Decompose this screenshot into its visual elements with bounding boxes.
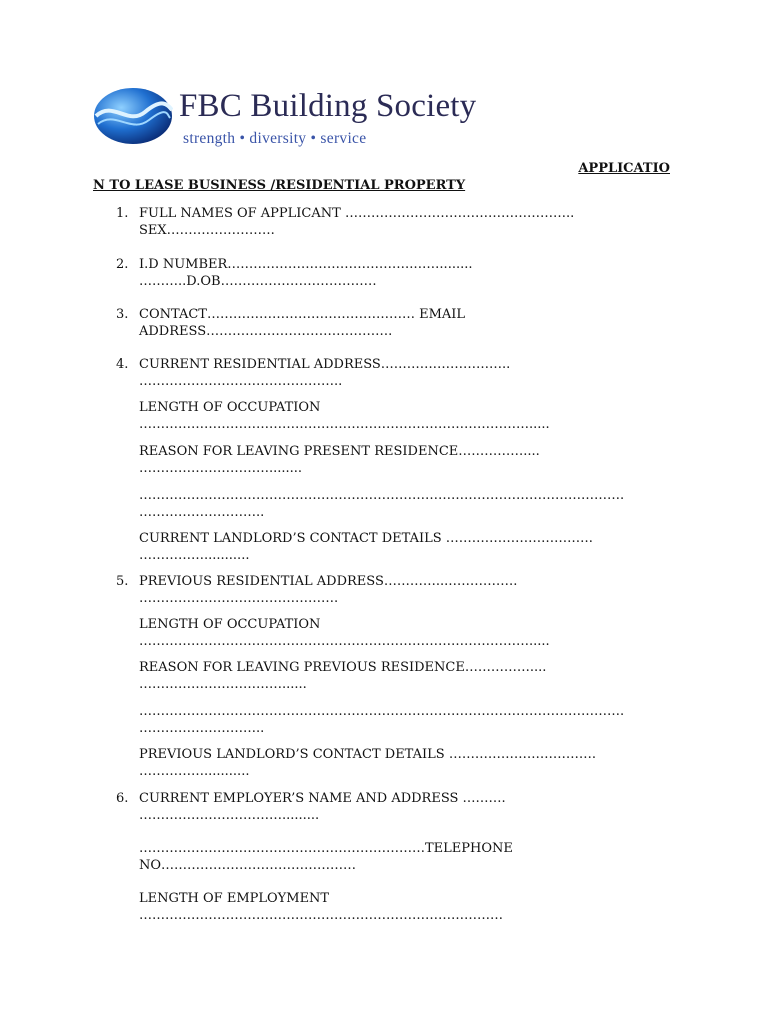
form-field-line: ……………........... — [139, 764, 250, 779]
logo-tagline: strength • diversity • service — [183, 130, 367, 147]
logo-name: FBC Building Society — [179, 88, 477, 124]
form-field-line: ………..D.OB……………………………… — [139, 274, 377, 289]
form-field-line: ……………………………………….. — [139, 374, 343, 389]
form-field-line: ……………………….. — [139, 721, 265, 736]
form-field-line: SEX……………………. — [139, 223, 275, 238]
logo — [93, 86, 553, 150]
item-number: 1. — [116, 206, 129, 221]
form-field-label: FULL NAMES OF APPLICANT …………………………………………….. — [139, 206, 575, 221]
form-field-line: ……………........... — [139, 548, 250, 563]
form-field-line: ……………………………...... — [139, 677, 307, 692]
form-field-label: …………………………………………………………………………………………………. — [139, 488, 625, 503]
item-number: 3. — [116, 307, 129, 322]
form-field-line: ………………………………………………………………………………..... — [139, 634, 550, 649]
form-field-line: NO……………………………………… — [139, 858, 357, 873]
form-field-line: ………………………………………. — [139, 591, 339, 606]
form-field-label: REASON FOR LEAVING PREVIOUS RESIDENCE…………….... — [139, 660, 547, 675]
form-field-label: LENGTH OF OCCUPATION — [139, 400, 321, 415]
form-field-label: …………………………………………………………………………………………………. — [139, 704, 625, 719]
form-field-label: LENGTH OF OCCUPATION — [139, 617, 321, 632]
item-number: 5. — [116, 574, 129, 589]
form-field-label: LENGTH OF EMPLOYMENT — [139, 891, 330, 906]
form-field-line: …………………………........ — [139, 461, 303, 476]
form-field-label: CURRENT EMPLOYER’S NAME AND ADDRESS ………. — [139, 791, 506, 806]
form-field-label: REASON FOR LEAVING PRESENT RESIDENCE…………….... — [139, 444, 540, 459]
item-number: 4. — [116, 357, 129, 372]
form-field-label: CONTACT………………………………………… EMAIL — [139, 307, 466, 322]
form-field-label: CURRENT RESIDENTIAL ADDRESS………….…………….. — [139, 357, 511, 372]
form-field-label: CURRENT LANDLORD’S CONTACT DETAILS ……………………………. — [139, 531, 593, 546]
form-field-label: I.D NUMBER…………………………………….……........ — [139, 257, 473, 272]
form-field-line: ……………………….. — [139, 505, 265, 520]
form-field-label: PREVIOUS RESIDENTIAL ADDRESS…………...……………. — [139, 574, 518, 589]
form-field-line: ………………………………………………………………………………..... — [139, 417, 550, 432]
item-number: 2. — [116, 257, 129, 272]
form-field-line: ……………………………......... — [139, 808, 320, 823]
item-number: 6. — [116, 791, 129, 806]
form-field-line: ADDRESS……………………………………. — [139, 324, 393, 339]
form-title-line1: APPLICATIO — [578, 161, 670, 176]
form-field-label: …………………………………………………………TELEPHONE — [139, 841, 513, 856]
form-title-line2: N TO LEASE BUSINESS /RESIDENTIAL PROPERTY — [93, 178, 466, 193]
form-field-line: ………………………………………………………………………… — [139, 908, 503, 923]
form-field-label: PREVIOUS LANDLORD’S CONTACT DETAILS ……………………………. — [139, 747, 596, 762]
logo-globe-icon — [93, 86, 173, 146]
